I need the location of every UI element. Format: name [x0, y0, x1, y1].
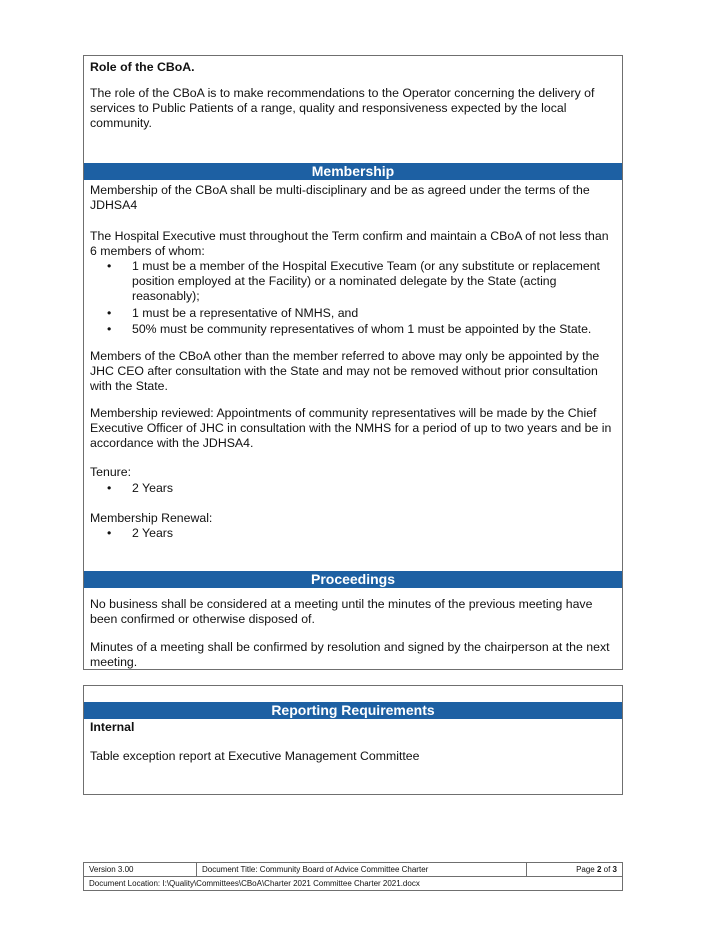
role-heading: Role of the CBoA. [90, 60, 195, 74]
reporting-section-header: Reporting Requirements [84, 702, 622, 719]
list-item: • 2 Years [104, 526, 608, 541]
list-item: • 1 must be a representative of NMHS, and [104, 306, 608, 321]
tenure-list [104, 481, 608, 498]
list-item: • 50% must be community representatives of whom 1 must be appointed by the State. [104, 322, 608, 337]
membership-para-4: Membership reviewed: Appointments of community representatives will be made by the Chief Executive Officer of JHC in consultation with the NMHS for a period of up to two years and be in accordance with the JDHSA4. [90, 406, 612, 450]
footer-doc-title: Document Title: Community Board of Advice Committee Charter [197, 863, 527, 876]
charter-box-main [83, 55, 623, 670]
footer-location: Document Location: I:\Quality\Committees\CBoA\Charter 2021 Committee Charter 2021.docx [89, 879, 420, 888]
reporting-box [83, 685, 623, 795]
membership-para-2: The Hospital Executive must throughout the Term confirm and maintain a CBoA of not less than 6 members of whom: [90, 229, 609, 258]
membership-section-header: Membership [84, 163, 622, 180]
renewal-label: Membership Renewal: [90, 511, 213, 525]
reporting-text: Table exception report at Executive Management Committee [90, 749, 420, 763]
footer-version: Version 3.00 [84, 863, 197, 876]
document-footer [83, 862, 623, 891]
membership-para-3: Members of the CBoA other than the member referred to above may only be appointed by the JHC CEO after consultation with the State and may not be removed without prior consultation with the State. [90, 349, 600, 393]
footer-page-number: Page 2 of 3 [576, 865, 617, 874]
membership-bullet-list [104, 259, 608, 339]
proceedings-para-1: No business shall be considered at a meeting until the minutes of the previous meeting have been confirmed or otherwise disposed of. [90, 597, 593, 626]
proceedings-section-header: Proceedings [84, 571, 622, 588]
membership-para-1: Membership of the CBoA shall be multi-disciplinary and be as agreed under the terms of the JDHSA4 [90, 183, 590, 212]
reporting-subheading: Internal [90, 720, 135, 734]
proceedings-para-2: Minutes of a meeting shall be confirmed by resolution and signed by the chairperson at the next meeting. [90, 640, 610, 669]
renewal-list [104, 526, 608, 543]
list-item: • 2 Years [104, 481, 608, 496]
list-item: • 1 must be a member of the Hospital Executive Team (or any substitute or replacement position employed at the Facility) or a nominated delegate by the State (acting reasonably); [104, 259, 608, 304]
role-text: The role of the CBoA is to make recommendations to the Operator concerning the delivery of services to Public Patients of a range, quality and responsiveness expected by the local community. [90, 86, 595, 130]
tenure-label: Tenure: [90, 465, 132, 479]
